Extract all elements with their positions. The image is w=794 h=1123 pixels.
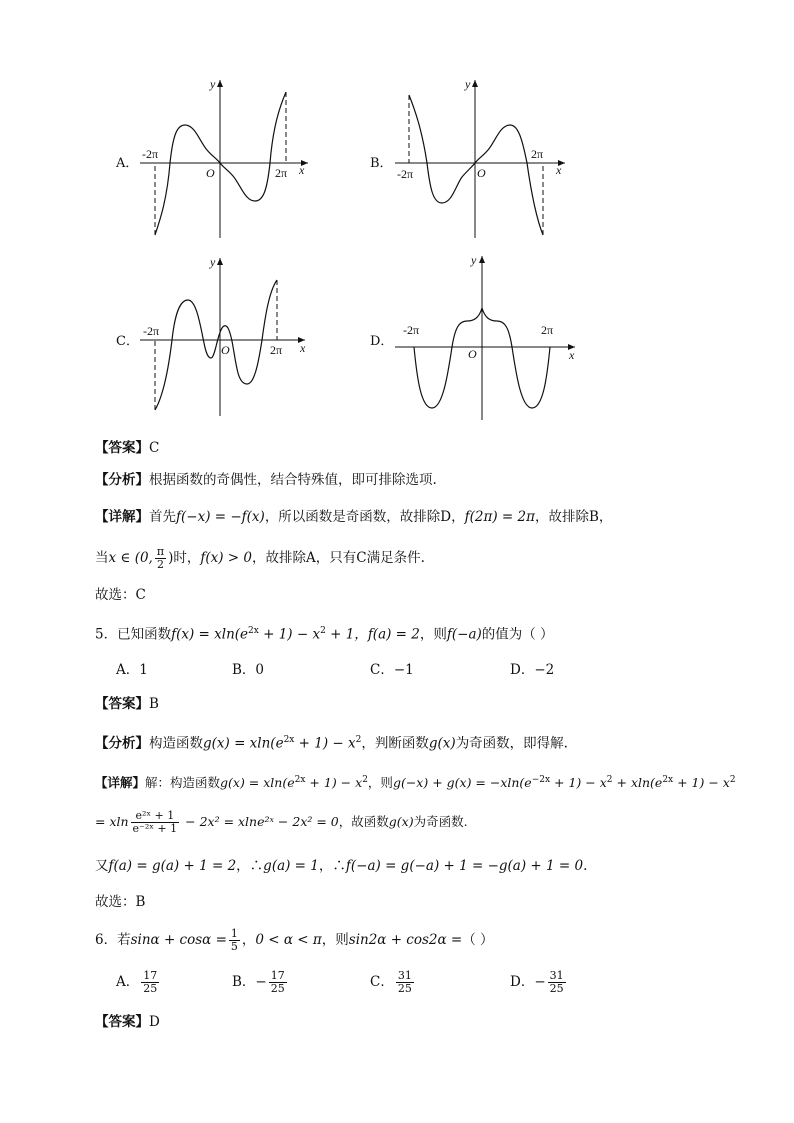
q5-detail-line-1 [95, 771, 736, 792]
option-c-label: C． [116, 334, 139, 349]
fraction: $\frac{31}{25}$ [549, 969, 564, 995]
analysis-text: 为奇函数，即得解. [455, 735, 568, 752]
graph-c-neg-label: -2π [143, 324, 160, 338]
fraction: $\frac{17}{25}$ [143, 969, 158, 995]
formula: g(x) [428, 735, 456, 752]
fraction: $\frac{17}{25}$ [270, 969, 285, 995]
superscript: 2 [355, 735, 362, 745]
detail-text: 首先 [149, 509, 176, 525]
graph-d-y-label: y [471, 253, 477, 267]
q6-answer [95, 1013, 160, 1031]
q5-option-d: D．−2 [510, 662, 555, 678]
q5-final: 故选：B [95, 894, 146, 910]
formula: g(a) = 1 [263, 858, 319, 874]
formula: f(2π) = 2π [464, 509, 535, 525]
answer-value: C [149, 440, 160, 456]
q4-detail-line-2 [95, 546, 425, 571]
stem-text: 5．已知函数 [95, 626, 172, 643]
graph-c-pos-label: 2π [270, 343, 283, 357]
graph-b-neg-label: -2π [397, 167, 414, 181]
stem-text: 的值为（ ） [481, 626, 554, 643]
formula: + 1) − x [550, 775, 607, 791]
q4-detail-line-1 [95, 508, 612, 526]
formula: f(a) = g(a) + 1 = 2 [108, 858, 237, 874]
detail-text: )时， [168, 550, 201, 566]
answer-label: 【答案】 [95, 440, 149, 456]
fraction: $\frac{\pi}{2}$ [156, 545, 165, 571]
superscript: 2 [729, 775, 736, 785]
stem-text: ， [241, 932, 256, 948]
q5-detail-line-2 [95, 810, 468, 835]
superscript: −2x [531, 775, 551, 785]
superscript: 2x [662, 775, 674, 785]
q4-answer [95, 439, 159, 457]
graph-b-y-label: y [465, 77, 471, 91]
analysis-label: 【分析】 [95, 472, 149, 488]
detail-text: ，故函数 [338, 814, 389, 829]
graph-c-origin: O [221, 343, 230, 357]
superscript: 2x [283, 735, 295, 745]
fraction: $\frac{1}{5}$ [230, 927, 238, 953]
graph-d-x-label: x [569, 348, 575, 362]
formula: − 2x² = xlne²ˣ − 2x² = 0 [181, 814, 339, 829]
q6-option-a: A． $\frac{17}{25}$ [116, 969, 158, 995]
stem-text: ，则 [419, 626, 447, 643]
q5-analysis [95, 731, 568, 753]
detail-text: ，则 [367, 775, 393, 791]
formula: g(−x) + g(x) = −xln(e [392, 775, 532, 791]
q4-analysis [95, 471, 437, 489]
answer-label: 【答案】 [95, 1014, 149, 1030]
option-d-label: D． [370, 334, 394, 349]
detail-text: ，故排除B， [535, 509, 613, 525]
formula: + 1) − x [294, 735, 356, 752]
graph-d-pos-label: 2π [541, 323, 554, 337]
fraction: $\frac{\text{e²ˣ + 1}}{\text{e⁻²ˣ + 1}}$ [132, 809, 178, 835]
superscript: 2x [248, 626, 259, 636]
graph-d-origin: O [468, 347, 477, 361]
formula: + 1) − x [258, 626, 321, 643]
formula: + xln(e [612, 775, 663, 791]
graph-a [140, 70, 320, 240]
formula: g(x) = xln(e [220, 775, 295, 791]
q6-option-c: C． $\frac{31}{25}$ [370, 969, 412, 995]
answer-value: B [149, 696, 159, 712]
graph-b-origin: O [477, 166, 486, 180]
formula: g(x) = xln(e [203, 735, 284, 752]
superscript: 2 [606, 775, 613, 785]
graph-c-y-label: y [210, 255, 216, 269]
answer-label: 【答案】 [95, 696, 149, 712]
graph-d [395, 248, 585, 423]
formula: + 1) − x [673, 775, 730, 791]
superscript: 2 [320, 626, 326, 636]
q6-option-b: B．− $\frac{17}{25}$ [232, 969, 285, 995]
q6-stem [95, 928, 494, 953]
graph-a-y-label: y [210, 77, 216, 91]
analysis-text: 根据函数的奇偶性，结合特殊值，即可排除选项. [149, 472, 437, 488]
q5-detail-line-3 [95, 857, 587, 875]
superscript: 2 [362, 775, 368, 785]
formula: 0 < α < π [255, 932, 322, 948]
q4-final: 故选：C [95, 587, 146, 603]
detail-text: 为奇函数. [413, 814, 468, 829]
q5-option-c: C．−1 [370, 662, 414, 678]
detail-text: ，∴ [318, 858, 346, 874]
graph-a-neg-label: -2π [142, 147, 159, 161]
q5-stem [95, 622, 554, 644]
analysis-label: 【分析】 [95, 735, 149, 752]
formula: + 1， [325, 626, 368, 643]
formula: sin2α + cos2α = [348, 932, 463, 948]
formula: f(−x) = −f(x) [176, 509, 265, 525]
formula: f(x) = xln(e [171, 626, 249, 643]
graph-b-x-label: x [556, 163, 562, 177]
q5-option-b: B．0 [232, 662, 265, 678]
formula: sinα + cosα = [130, 932, 227, 948]
formula: f(x) > 0 [200, 550, 252, 566]
graph-d-neg-label: -2π [403, 323, 420, 337]
option-a-label: A． [116, 156, 139, 171]
graph-a-x-label: x [299, 163, 305, 177]
graph-c [140, 248, 320, 418]
formula: f(−a) [446, 626, 482, 643]
detail-label: 【详解】 [95, 509, 149, 525]
graph-b-pos-label: 2π [531, 147, 544, 161]
q5-option-a: A．1 [116, 662, 148, 678]
graph-a-pos-label: 2π [275, 166, 288, 180]
formula: f(−a) = g(−a) + 1 = −g(a) + 1 = 0 [345, 858, 584, 874]
stem-text: （ ） [462, 932, 494, 948]
detail-text: . [583, 858, 588, 874]
graph-a-origin: O [206, 166, 215, 180]
graph-c-x-label: x [300, 341, 306, 355]
superscript: 2x [294, 775, 306, 785]
detail-text: ，所以函数是奇函数，故排除D， [264, 509, 465, 525]
stem-text: ，则 [321, 932, 349, 948]
formula: f(a) = 2 [367, 626, 420, 643]
formula: g(x) [388, 814, 414, 829]
detail-text: 当 [95, 550, 109, 566]
graph-b [395, 70, 575, 240]
formula: = xln [95, 814, 129, 829]
detail-text: ，∴ [236, 858, 264, 874]
formula: + 1) − x [305, 775, 363, 791]
analysis-text: 构造函数 [149, 735, 203, 752]
stem-text: 6．若 [95, 932, 131, 948]
q5-answer [95, 695, 159, 713]
fraction: $\frac{31}{25}$ [397, 969, 412, 995]
option-b-label: B． [370, 156, 393, 171]
detail-text: 又 [95, 858, 109, 874]
answer-value: D [149, 1014, 160, 1030]
detail-text: ，故排除A，只有C满足条件. [252, 550, 425, 566]
q6-option-d: D．− $\frac{31}{25}$ [510, 969, 564, 995]
formula: x ∈ (0, [108, 550, 153, 566]
detail-text: 解：构造函数 [145, 775, 221, 791]
detail-label: 【详解】 [95, 775, 146, 791]
analysis-text: ，判断函数 [361, 735, 429, 752]
